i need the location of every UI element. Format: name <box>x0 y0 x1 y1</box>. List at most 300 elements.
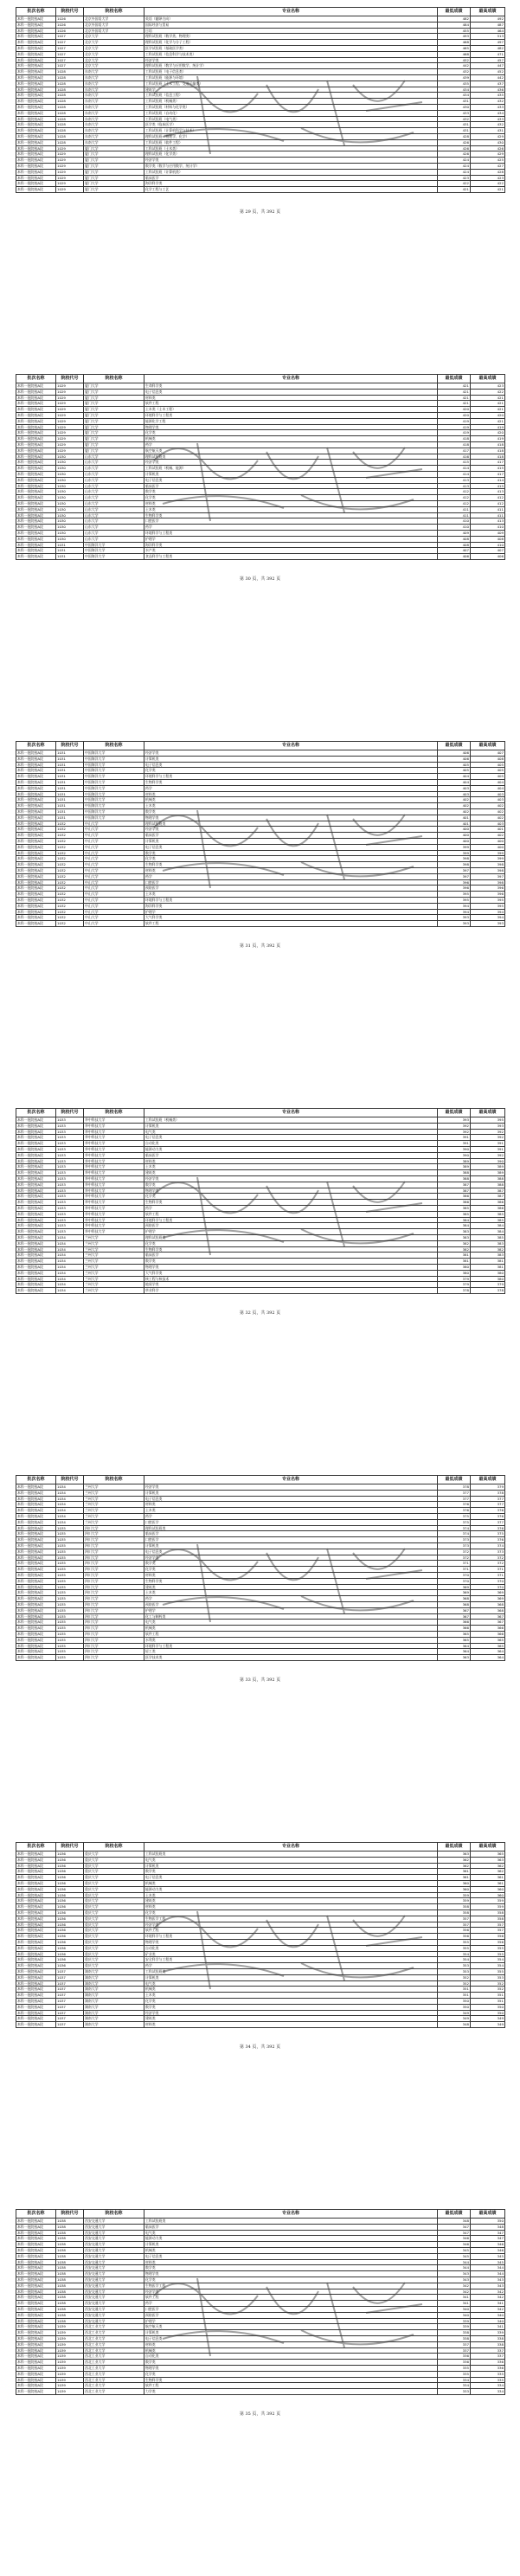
table-cell: 本科一批院校A段 <box>16 2354 56 2360</box>
table-row <box>16 1229 505 1235</box>
table-cell: 软件工程 <box>144 1211 438 1217</box>
table-cell: 西安交通大学 <box>84 2253 144 2259</box>
table-row <box>16 1934 505 1940</box>
table-cell: 四川大学 <box>84 1649 144 1655</box>
table-cell: 北京大学 <box>84 63 144 69</box>
table-cell: 421 <box>471 401 505 407</box>
table-row <box>16 407 505 413</box>
table-cell: 西安交通大学 <box>84 2301 144 2307</box>
table-cell: 化学类 <box>144 1998 438 2004</box>
table-row <box>16 2389 505 2395</box>
column-header: 院校名称 <box>84 742 144 750</box>
column-header: 最低成绩 <box>438 8 471 16</box>
table-cell: 418 <box>438 441 471 448</box>
table-row <box>16 886 505 892</box>
table-cell: 本科一批院校A段 <box>16 797 56 803</box>
table-cell: 经济学类 <box>144 1175 438 1182</box>
table-cell: 376 <box>471 1525 505 1531</box>
table-cell: 西安交通大学 <box>84 2247 144 2253</box>
table-cell: 本科一批院校A段 <box>16 1188 56 1194</box>
table-cell: 369 <box>438 1584 471 1590</box>
table-cell: 1039 <box>56 2354 84 2360</box>
table-cell: 化学类 <box>144 1194 438 1200</box>
table-cell: 安全科学与工程类 <box>144 1957 438 1963</box>
table-row <box>16 808 505 815</box>
table-cell: 材料类 <box>144 500 438 506</box>
table-cell: 材料类 <box>144 791 438 797</box>
table-cell: 化学类 <box>144 768 438 774</box>
table-cell: 四川大学 <box>84 1542 144 1549</box>
column-header: 最高成绩 <box>471 1109 505 1117</box>
table-cell: 347 <box>438 2230 471 2236</box>
table-cell: 药学 <box>144 873 438 879</box>
table-cell: 口腔医学 <box>144 2306 438 2312</box>
table-cell: 药学 <box>144 1596 438 1602</box>
table-cell: 387 <box>438 1188 471 1194</box>
table-cell: 386 <box>471 1200 505 1206</box>
table-cell: 1034 <box>56 1484 84 1491</box>
table-cell: 350 <box>471 2219 505 2225</box>
table-cell: 355 <box>471 1968 505 1974</box>
table-cell: 1034 <box>56 1276 84 1282</box>
table-cell: 本科一批院校A段 <box>16 2324 56 2330</box>
table-cell: 339 <box>438 2324 471 2330</box>
table-row <box>16 187 505 193</box>
table-row <box>16 2242 505 2248</box>
table-cell: 403 <box>438 791 471 797</box>
table-cell: 365 <box>471 1643 505 1649</box>
table-row <box>16 471 505 477</box>
table-row <box>16 2341 505 2347</box>
table-cell: 1030 <box>56 500 84 506</box>
table-cell: 425 <box>471 158 505 164</box>
table-cell: 中山大学 <box>84 909 144 915</box>
table-cell: 东南大学 <box>84 93 144 99</box>
table-cell: 1039 <box>56 2365 84 2371</box>
table-row <box>16 785 505 791</box>
table-cell: 本科一批院校A段 <box>16 879 56 886</box>
table-cell: 394 <box>438 909 471 915</box>
table-cell: 359 <box>438 1892 471 1898</box>
table-cell: 442 <box>438 63 471 69</box>
table-cell: 土木类 <box>144 1590 438 1596</box>
table-cell: 工科试验班（土木类） <box>144 145 438 151</box>
table-row <box>16 2271 505 2277</box>
table-row <box>16 791 505 797</box>
table-cell: 华中科技大学 <box>84 1223 144 1229</box>
table-cell: 1035 <box>56 1567 84 1573</box>
table-cell: 兰州大学 <box>84 1484 144 1491</box>
table-cell: 370 <box>438 1578 471 1584</box>
table-row <box>16 1129 505 1135</box>
table-cell: 1029 <box>56 418 84 424</box>
table-cell: 394 <box>471 915 505 921</box>
table-cell: 北京外国语大学 <box>84 22 144 28</box>
table-cell: 1039 <box>56 2335 84 2341</box>
table-cell: 本科一批院校A段 <box>16 93 56 99</box>
table-cell: 四川大学 <box>84 1631 144 1637</box>
table-cell: 369 <box>438 1590 471 1596</box>
table-cell: 1032 <box>56 903 84 909</box>
table-cell: 374 <box>438 1525 471 1531</box>
table-row <box>16 2312 505 2318</box>
table-cell: 数学类 <box>144 2004 438 2010</box>
table-cell: 1029 <box>56 175 84 181</box>
table-cell: 湖南大学 <box>84 1987 144 1993</box>
table-cell: 本科一批院校A段 <box>16 1572 56 1578</box>
table-cell: 1033 <box>56 1229 84 1235</box>
table-row <box>16 1508 505 1514</box>
table-cell: 398 <box>438 856 471 862</box>
table-cell: 410 <box>438 518 471 525</box>
table-cell: 1032 <box>56 873 84 879</box>
table-cell: 本科一批院校A段 <box>16 1643 56 1649</box>
table-cell: 1033 <box>56 1170 84 1176</box>
table-cell: 本科一批院校A段 <box>16 175 56 181</box>
table-row <box>16 1264 505 1270</box>
table-cell: 1031 <box>56 762 84 768</box>
table-cell: 334 <box>438 2383 471 2389</box>
table-cell: 513 <box>471 34 505 40</box>
table-cell: 中山大学 <box>84 838 144 844</box>
table-cell: 本科一批院校A段 <box>16 525 56 531</box>
table-row <box>16 1869 505 1875</box>
table-cell: 山东大学 <box>84 525 144 531</box>
table-cell: 1038 <box>56 2265 84 2271</box>
table-cell: 湖南大学 <box>84 1998 144 2004</box>
table-cell: 354 <box>438 1951 471 1957</box>
table-cell: 339 <box>438 2318 471 2324</box>
table-cell: 临床医学 <box>144 483 438 489</box>
table-cell: 399 <box>438 850 471 856</box>
table-cell: 华中科技大学 <box>84 1205 144 1211</box>
table-cell: 345 <box>438 2247 471 2253</box>
table-cell: 本科一批院校A段 <box>16 1253 56 1259</box>
table-cell: 本科一批院校A段 <box>16 791 56 797</box>
table-cell: 387 <box>438 1182 471 1188</box>
table-cell: 1032 <box>56 867 84 873</box>
table-cell: 土木类 <box>144 506 438 512</box>
table-cell: 山东大学 <box>84 495 144 501</box>
table-cell: 371 <box>438 1561 471 1567</box>
table-cell: 344 <box>471 2265 505 2271</box>
table-cell: 400 <box>471 838 505 844</box>
table-cell: 本科一批院校A段 <box>16 1880 56 1886</box>
table-cell: 358 <box>438 1904 471 1910</box>
table-cell: 华中科技大学 <box>84 1146 144 1152</box>
table-cell: 1033 <box>56 1152 84 1158</box>
table-cell: 本科一批院校A段 <box>16 401 56 407</box>
table-cell: 山东大学 <box>84 512 144 518</box>
table-cell: 1038 <box>56 2301 84 2307</box>
table-cell: 本科一批院校A段 <box>16 2016 56 2022</box>
table-cell: 厦门大学 <box>84 430 144 436</box>
table-cell: 403 <box>471 821 505 827</box>
table-cell: 343 <box>438 2271 471 2277</box>
table-row <box>16 133 505 139</box>
table-cell: 经济学类 <box>144 750 438 757</box>
table-cell: 433 <box>438 110 471 116</box>
table-row <box>16 69 505 75</box>
table-cell: 北京大学 <box>84 34 144 40</box>
table-cell: 421 <box>471 395 505 401</box>
table-cell: 东南大学 <box>84 128 144 134</box>
table-cell: 377 <box>438 1490 471 1496</box>
table-cell: 389 <box>438 1158 471 1164</box>
table-cell: 兰州大学 <box>84 1513 144 1519</box>
table-row <box>16 22 505 28</box>
table-cell: 1029 <box>56 187 84 193</box>
table-cell: 生命科学类 <box>144 383 438 390</box>
table-cell: 本科一批院校A段 <box>16 833 56 839</box>
table-cell: 环境科学与工程类 <box>144 1643 438 1649</box>
table-cell: 358 <box>471 1909 505 1916</box>
column-header: 专业名称 <box>144 1843 438 1852</box>
table-cell: 海洋科学类 <box>144 542 438 548</box>
table-cell: 工科试验班（信息科学与技术类） <box>144 51 438 57</box>
table-cell: 四川大学 <box>84 1607 144 1613</box>
table-cell: 351 <box>438 1987 471 1993</box>
table-cell: 383 <box>438 1234 471 1240</box>
table-cell: 本科一批院校A段 <box>16 542 56 548</box>
table-cell: 1031 <box>56 815 84 821</box>
table-cell: 重庆大学 <box>84 1857 144 1863</box>
table-cell: 404 <box>471 785 505 791</box>
table-cell: 1031 <box>56 548 84 554</box>
table-cell: 336 <box>471 2365 505 2371</box>
table-cell: 381 <box>471 1259 505 1265</box>
table-cell: 1033 <box>56 1188 84 1194</box>
table-cell: 兰州大学 <box>84 1264 144 1270</box>
column-header: 院校名称 <box>84 1843 144 1852</box>
table-cell: 1030 <box>56 489 84 495</box>
table-cell: 中山大学 <box>84 879 144 886</box>
column-header: 院校名称 <box>84 2210 144 2219</box>
table-cell: 中国海洋大学 <box>84 542 144 548</box>
table-cell: 1038 <box>56 2283 84 2289</box>
table-cell: 365 <box>438 1631 471 1637</box>
table-row <box>16 856 505 862</box>
table-cell: 本科一批院校A段 <box>16 471 56 477</box>
table-cell: 本科一批院校A段 <box>16 1607 56 1613</box>
table-cell: 334 <box>438 2377 471 2383</box>
table-cell: 本科一批院校A段 <box>16 2347 56 2354</box>
table-cell: 1038 <box>56 2289 84 2295</box>
table-row <box>16 1542 505 1549</box>
table-cell: 418 <box>471 454 505 460</box>
table-cell: 372 <box>471 1561 505 1567</box>
table-cell: 机械类 <box>144 2247 438 2253</box>
table-cell: 426 <box>471 145 505 151</box>
table-cell: 本科一批院校A段 <box>16 2242 56 2248</box>
table-row <box>16 762 505 768</box>
table-cell: 1038 <box>56 2295 84 2301</box>
table-cell: 西安交通大学 <box>84 2277 144 2283</box>
table-row <box>16 1205 505 1211</box>
table-cell: 341 <box>471 2301 505 2307</box>
table-cell: 1037 <box>56 1993 84 1999</box>
table-cell: 344 <box>471 2271 505 2277</box>
table-cell: 412 <box>471 495 505 501</box>
table-cell: 404 <box>438 779 471 785</box>
table-cell: 1031 <box>56 554 84 560</box>
table-cell: 化学类 <box>144 430 438 436</box>
table-cell: 421 <box>438 389 471 395</box>
table-cell: 338 <box>471 2341 505 2347</box>
admission-score-table <box>16 1108 505 1294</box>
table-cell: 环境科学与工程类 <box>144 774 438 780</box>
table-cell: 1039 <box>56 2347 84 2354</box>
table-row <box>16 2277 505 2283</box>
table-cell: 373 <box>438 1542 471 1549</box>
column-header: 批次名称 <box>16 1109 56 1117</box>
table-row <box>16 1904 505 1910</box>
table-cell: 本科一批院校A段 <box>16 1502 56 1508</box>
table-cell: 本科一批院校A段 <box>16 116 56 122</box>
table-cell: 335 <box>438 2371 471 2377</box>
table-cell: 能源动力类 <box>144 2236 438 2242</box>
table-row <box>16 1951 505 1957</box>
table-row <box>16 74 505 80</box>
table-cell: 重庆大学 <box>84 1939 144 1945</box>
table-cell: 420 <box>471 430 505 436</box>
table-cell: 385 <box>471 1234 505 1240</box>
table-row <box>16 1909 505 1916</box>
table-cell: 口腔医学 <box>144 1537 438 1543</box>
table-cell: 1032 <box>56 850 84 856</box>
table-cell: 厦门大学 <box>84 181 144 187</box>
table-cell: 411 <box>471 512 505 518</box>
table-cell: 护理学 <box>144 1607 438 1613</box>
document-page <box>16 741 504 949</box>
table-cell: 华中科技大学 <box>84 1158 144 1164</box>
table-cell: 北京大学 <box>84 57 144 63</box>
table-cell: 西北工业大学 <box>84 2360 144 2366</box>
page-footer: 第 30 页，共 392 页 <box>239 576 281 582</box>
table-cell: 软件工程 <box>144 2295 438 2301</box>
table-cell: 371 <box>438 1567 471 1573</box>
table-cell: 1036 <box>56 1863 84 1869</box>
table-row <box>16 2383 505 2389</box>
table-cell: 生物科学类 <box>144 1200 438 1206</box>
table-cell: 377 <box>471 1496 505 1502</box>
column-header: 最高成绩 <box>471 2210 505 2219</box>
table-cell: 347 <box>471 2236 505 2242</box>
table-cell: 华中科技大学 <box>84 1188 144 1194</box>
table-cell: 344 <box>438 2259 471 2265</box>
table-cell: 411 <box>471 506 505 512</box>
table-cell: 421 <box>438 395 471 401</box>
table-cell: 中山大学 <box>84 850 144 856</box>
table-cell: 中国海洋大学 <box>84 750 144 757</box>
table-cell: 1027 <box>56 40 84 46</box>
table-cell: 417 <box>471 460 505 466</box>
table-cell: 388 <box>438 1175 471 1182</box>
table-cell: 377 <box>471 1519 505 1525</box>
table-cell: 373 <box>438 1537 471 1543</box>
table-cell: 药学 <box>144 1963 438 1969</box>
table-cell: 419 <box>438 418 471 424</box>
table-row <box>16 454 505 460</box>
table-cell: 湖南大学 <box>84 2022 144 2028</box>
table-cell: 434 <box>471 110 505 116</box>
table-cell: 391 <box>438 1135 471 1141</box>
table-cell: 345 <box>471 2259 505 2265</box>
table-cell: 1029 <box>56 163 84 169</box>
table-cell: 1029 <box>56 436 84 442</box>
table-cell: 362 <box>471 1869 505 1875</box>
table-cell: 457 <box>471 57 505 63</box>
table-cell: 中山大学 <box>84 903 144 909</box>
table-cell: 生物科学类 <box>144 512 438 518</box>
table-cell: 软件工程 <box>144 921 438 927</box>
table-cell: 1032 <box>56 897 84 903</box>
table-cell: 1038 <box>56 2277 84 2283</box>
table-cell: 342 <box>471 2289 505 2295</box>
table-row <box>16 1223 505 1229</box>
table-cell: 359 <box>471 1898 505 1904</box>
table-row <box>16 169 505 175</box>
table-cell: 重庆大学 <box>84 1934 144 1940</box>
table-cell: 1030 <box>56 477 84 483</box>
table-cell: 1037 <box>56 1987 84 1993</box>
table-cell: 399 <box>438 844 471 850</box>
table-cell: 1030 <box>56 512 84 518</box>
table-cell: 数学类 <box>144 1182 438 1188</box>
table-cell: 本科一批院校A段 <box>16 862 56 868</box>
table-cell: 381 <box>471 1264 505 1270</box>
table-cell: 364 <box>471 1649 505 1655</box>
table-row <box>16 1974 505 1980</box>
table-cell: 393 <box>438 921 471 927</box>
table-cell: 电子信息类 <box>144 2253 438 2259</box>
table-cell: 346 <box>471 2242 505 2248</box>
table-cell: 物理学类 <box>144 2365 438 2371</box>
table-cell: 本科一批院校A段 <box>16 22 56 28</box>
table-cell: 1036 <box>56 1892 84 1898</box>
table-cell: 374 <box>471 1542 505 1549</box>
table-cell: 1036 <box>56 1945 84 1951</box>
table-row <box>16 57 505 63</box>
table-cell: 423 <box>471 175 505 181</box>
table-cell: 本科一批院校A段 <box>16 1525 56 1531</box>
table-cell: 经济学类 <box>144 2289 438 2295</box>
table-cell: 1033 <box>56 1217 84 1223</box>
table-cell: 1027 <box>56 57 84 63</box>
table-cell: 理科试验班（数学类、物理类） <box>144 34 438 40</box>
table-cell: 化学类 <box>144 495 438 501</box>
table-cell: 临床医学 <box>144 1253 438 1259</box>
table-cell: 北京大学 <box>84 40 144 46</box>
table-cell: 化学工程与工艺 <box>144 187 438 193</box>
table-cell: 化学类 <box>144 2277 438 2283</box>
table-cell: 365 <box>471 1637 505 1643</box>
table-cell: 本科一批院校A段 <box>16 1993 56 1999</box>
table-cell: 中国海洋大学 <box>84 791 144 797</box>
table-cell: 421 <box>471 418 505 424</box>
table-cell: 348 <box>438 2022 471 2028</box>
column-header: 院校代号 <box>56 1476 84 1484</box>
table-row <box>16 1217 505 1223</box>
table-cell: 343 <box>471 2277 505 2283</box>
table-cell: 药学 <box>144 1205 438 1211</box>
table-cell: 电子信息类 <box>144 2335 438 2341</box>
column-header: 专业名称 <box>144 1109 438 1117</box>
table-cell: 408 <box>438 542 471 548</box>
table-cell: 367 <box>471 1620 505 1626</box>
table-cell: 建筑类 <box>144 1584 438 1590</box>
table-cell: 中国海洋大学 <box>84 774 144 780</box>
